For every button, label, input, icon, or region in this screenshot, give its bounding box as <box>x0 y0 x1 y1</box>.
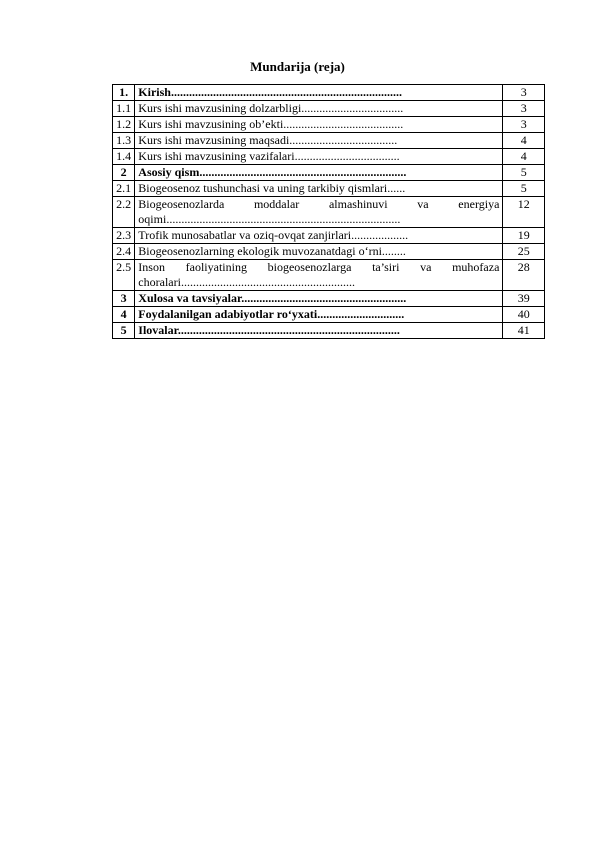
page-title: Mundarija (reja) <box>250 59 345 74</box>
toc-row-leader: .................................. <box>301 101 404 115</box>
toc-row-title <box>135 165 503 181</box>
toc-row-number: 3 <box>113 291 135 307</box>
toc-row-page: 28 <box>503 260 545 291</box>
toc-row-title <box>135 228 503 244</box>
toc-row-title <box>135 260 503 291</box>
toc-row-title-text: Trofik munosabatlar va oziq-ovqat zanjirlari <box>138 228 352 242</box>
toc-row-title-text: Biogeosenoz tushunchasi va uning tarkibiy qismlari <box>138 181 388 195</box>
toc-row-number: 1.2 <box>113 117 135 133</box>
toc-row-page: 41 <box>503 323 545 339</box>
toc-row <box>113 101 545 117</box>
toc-row-page: 3 <box>503 117 545 133</box>
toc-row <box>113 307 545 323</box>
toc-row-number: 2.1 <box>113 181 135 197</box>
toc-row-leader: .......................................................... <box>180 275 355 289</box>
toc-row-title-text: Biogeosenozlarning ekologik muvozanatdagi o‘rni <box>138 244 382 258</box>
toc-row-title-text: Kurs ishi mavzusining ob’ekti <box>138 117 284 131</box>
toc-row-title <box>135 85 503 101</box>
toc-row-leader: ................... <box>351 228 409 242</box>
toc-row-number: 5 <box>113 323 135 339</box>
toc-row-title <box>135 197 503 228</box>
toc-row-title <box>135 307 503 323</box>
toc-row-page: 19 <box>503 228 545 244</box>
toc-row-title-text: Kirish <box>138 85 171 99</box>
toc-row-leader: ............................. <box>317 307 405 321</box>
toc-row-title-text: Kurs ishi mavzusining vazifalari <box>138 149 295 163</box>
toc-row-page: 3 <box>503 85 545 101</box>
toc-row-title <box>135 291 503 307</box>
toc-row-number: 1.3 <box>113 133 135 149</box>
toc-row-title <box>135 117 503 133</box>
toc-row <box>113 133 545 149</box>
toc-row-leader: ............................................................................. <box>170 85 402 99</box>
toc-row-page: 4 <box>503 149 545 165</box>
toc-row-number: 1.4 <box>113 149 135 165</box>
toc-table <box>112 84 545 339</box>
toc-row-number: 4 <box>113 307 135 323</box>
toc-row-page: 25 <box>503 244 545 260</box>
toc-row <box>113 197 545 228</box>
toc-row-page: 5 <box>503 165 545 181</box>
toc-row-page: 40 <box>503 307 545 323</box>
toc-row-leader: ....................................................... <box>241 291 407 305</box>
toc-row-page: 5 <box>503 181 545 197</box>
toc-row-title-text: Kurs ishi mavzusining dolzarbligi <box>138 101 302 115</box>
toc-row <box>113 165 545 181</box>
toc-row <box>113 149 545 165</box>
toc-row <box>113 181 545 197</box>
toc-row-title-text: Biogeosenozlarda moddalar almashinuvi va energiya oqimi <box>138 197 500 226</box>
toc-row-page: 12 <box>503 197 545 228</box>
toc-row-title <box>135 101 503 117</box>
toc-row-number: 1.1 <box>113 101 135 117</box>
toc-row-number: 1. <box>113 85 135 101</box>
toc-row <box>113 291 545 307</box>
toc-row-title <box>135 244 503 260</box>
toc-row-leader: ................................... <box>294 149 400 163</box>
toc-row-title-text: Asosiy qism <box>138 165 200 179</box>
toc-row <box>113 117 545 133</box>
toc-row <box>113 323 545 339</box>
toc-row-title-text: Ilovalar <box>138 323 178 337</box>
toc-row-leader: .............................................................................. <box>166 212 401 226</box>
toc-row-number: 2 <box>113 165 135 181</box>
toc-row <box>113 228 545 244</box>
toc-row-leader: ...... <box>387 181 406 195</box>
toc-row-leader: ........ <box>381 244 406 258</box>
toc-row-title-text: Inson faoliyatining biogeosenozlarga ta’siri va muhofaza choralari <box>138 260 500 289</box>
toc-row-title-text: Kurs ishi mavzusining maqsadi <box>138 133 290 147</box>
toc-row-title <box>135 133 503 149</box>
toc-row-page: 39 <box>503 291 545 307</box>
toc-row-number: 2.2 <box>113 197 135 228</box>
toc-row-leader: ........................................ <box>283 117 404 131</box>
toc-row-number: 2.5 <box>113 260 135 291</box>
toc-row <box>113 244 545 260</box>
toc-row-leader: ..................................................................... <box>199 165 407 179</box>
toc-row-leader: .................................... <box>289 133 398 147</box>
toc-row-title <box>135 181 503 197</box>
toc-row <box>113 260 545 291</box>
toc-row-leader: .......................................................................... <box>177 323 400 337</box>
toc-row-title-text: Foydalanilgan adabiyotlar ro‘yxati <box>138 307 318 321</box>
toc-row-number: 2.3 <box>113 228 135 244</box>
toc-body <box>113 85 545 339</box>
toc-row-page: 4 <box>503 133 545 149</box>
toc-row-title <box>135 323 503 339</box>
toc-row <box>113 85 545 101</box>
toc-row-number: 2.4 <box>113 244 135 260</box>
toc-row-page: 3 <box>503 101 545 117</box>
toc-row-title-text: Xulosa va tavsiyalar <box>138 291 242 305</box>
toc-row-title <box>135 149 503 165</box>
